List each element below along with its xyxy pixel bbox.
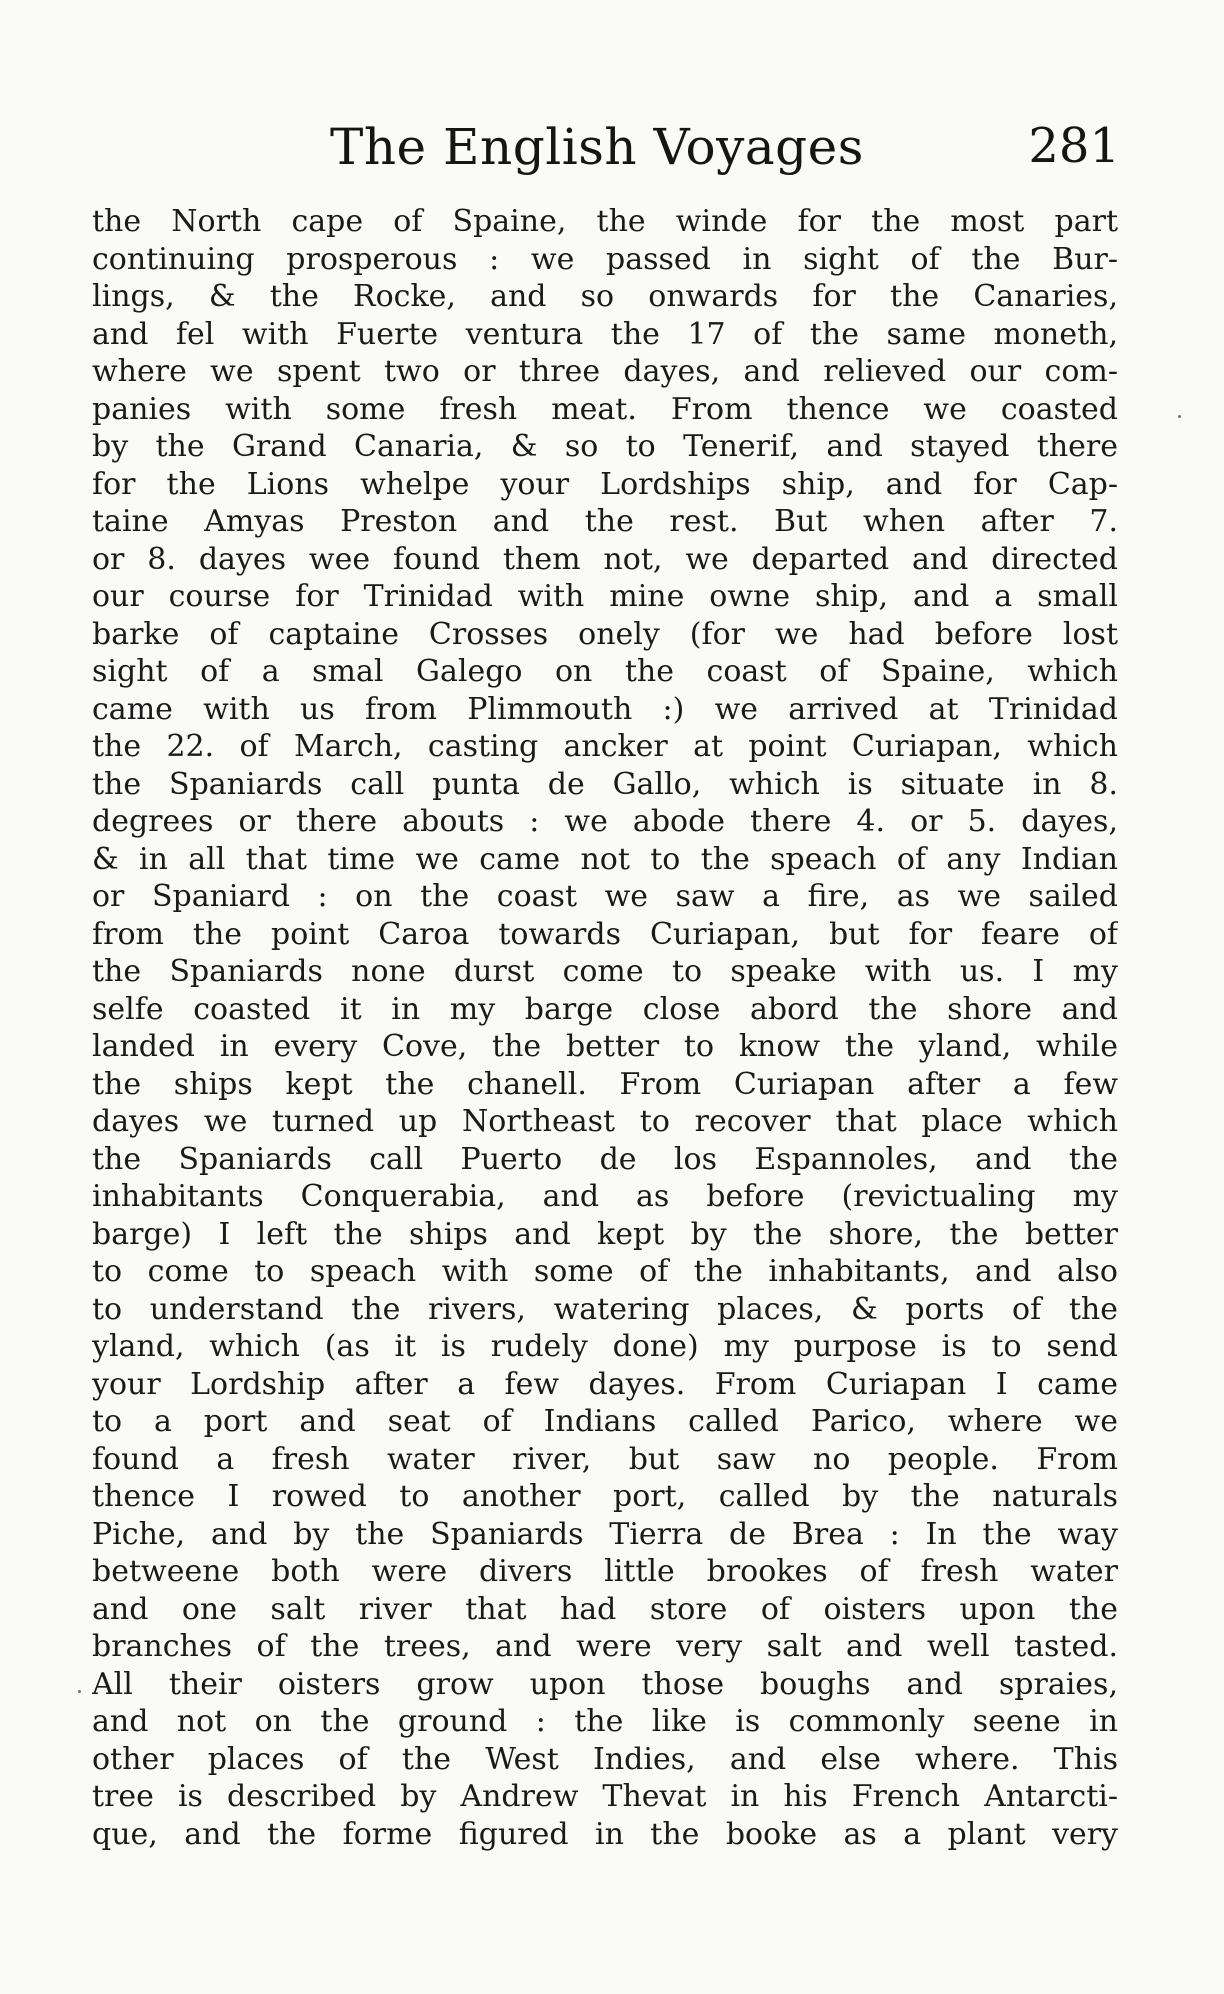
text-line: All their oisters grow upon those boughs and spraies, [92,1666,1118,1702]
text-line: dayes we turned up Northeast to recover that place which [92,1104,1118,1139]
text-line: the Spaniards call punta de Gallo, which is situate in 8. [92,766,1118,802]
text-line: betweene both were divers little brookes of fresh water [92,1554,1118,1589]
page-number: 281 [1028,118,1120,174]
text-line: Piche, and by the Spaniards Tierra de Brea : In the way [92,1516,1118,1552]
text-line: inhabitants Conquerabia, and as before (revictualing my [92,1179,1118,1214]
margin-speck [78,1690,81,1693]
text-line: yland, which (as it is rudely done) my purpose is to send [92,1329,1118,1364]
text-line: the North cape of Spaine, the winde for the most part [92,204,1118,239]
text-line: the ships kept the chanell. From Curiapan after a few [92,1066,1118,1102]
text-line: degrees or there abouts : we abode there 4. or 5. dayes, [92,804,1118,839]
body-text [92,203,1118,1853]
text-line: for the Lions whelpe your Lordships ship, and for Cap- [92,466,1118,502]
text-line: landed in every Cove, the better to know the yland, while [92,1029,1118,1064]
text-line: found a fresh water river, but saw no people. From [92,1441,1118,1477]
text-line: and one salt river that had store of oisters upon the [92,1591,1118,1627]
text-line: continuing prosperous : we passed in sight of the Bur- [92,241,1118,277]
text-line: to a port and seat of Indians called Parico, where we [92,1404,1118,1439]
text-line: barke of captaine Crosses onely (for we had before lost [92,616,1118,652]
text-line: from the point Caroa towards Curiapan, but for feare of [92,916,1118,952]
text-line: or 8. dayes wee found them not, we departed and directed [92,541,1118,577]
text-line: barge) I left the ships and kept by the shore, the better [92,1216,1118,1252]
text-line: tree is described by Andrew Thevat in his French Antarcti- [92,1779,1118,1814]
text-line: came with us from Plimmouth :) we arrived at Trinidad [92,691,1118,727]
text-line: que, and the forme figured in the booke as a plant very [92,1816,1118,1852]
text-line: to understand the rivers, watering places, & ports of the [92,1291,1118,1327]
text-line: taine Amyas Preston and the rest. But when after 7. [92,504,1118,539]
text-line: or Spaniard : on the coast we saw a fire, as we sailed [92,879,1118,914]
running-header [330,118,1120,188]
margin-speck [1178,415,1181,418]
running-title: The English Voyages [330,118,864,176]
text-line: lings, & the Rocke, and so onwards for the Canaries, [92,279,1118,314]
text-line: and not on the ground : the like is commonly seene in [92,1704,1118,1739]
text-line: to come to speach with some of the inhabitants, and also [92,1254,1118,1289]
text-line: branches of the trees, and were very salt and well tasted. [92,1629,1118,1664]
text-line: and fel with Fuerte ventura the 17 of the same moneth, [92,316,1118,352]
text-line: the 22. of March, casting ancker at point Curiapan, which [92,729,1118,764]
text-line: where we spent two or three dayes, and relieved our com- [92,354,1118,389]
text-line: sight of a smal Galego on the coast of Spaine, which [92,654,1118,689]
text-line: by the Grand Canaria, & so to Tenerif, and stayed there [92,429,1118,464]
text-line: the Spaniards none durst come to speake with us. I my [92,954,1118,989]
text-line: the Spaniards call Puerto de los Espannoles, and the [92,1141,1118,1177]
text-line: & in all that time we came not to the speach of any Indian [92,841,1118,877]
text-line: your Lordship after a few dayes. From Curiapan I came [92,1366,1118,1402]
text-line: other places of the West Indies, and else where. This [92,1741,1118,1777]
text-line: our course for Trinidad with mine owne ship, and a small [92,579,1118,614]
text-line: thence I rowed to another port, called by the naturals [92,1479,1118,1514]
text-line: selfe coasted it in my barge close abord the shore and [92,991,1118,1027]
text-line: panies with some fresh meat. From thence we coasted [92,391,1118,427]
